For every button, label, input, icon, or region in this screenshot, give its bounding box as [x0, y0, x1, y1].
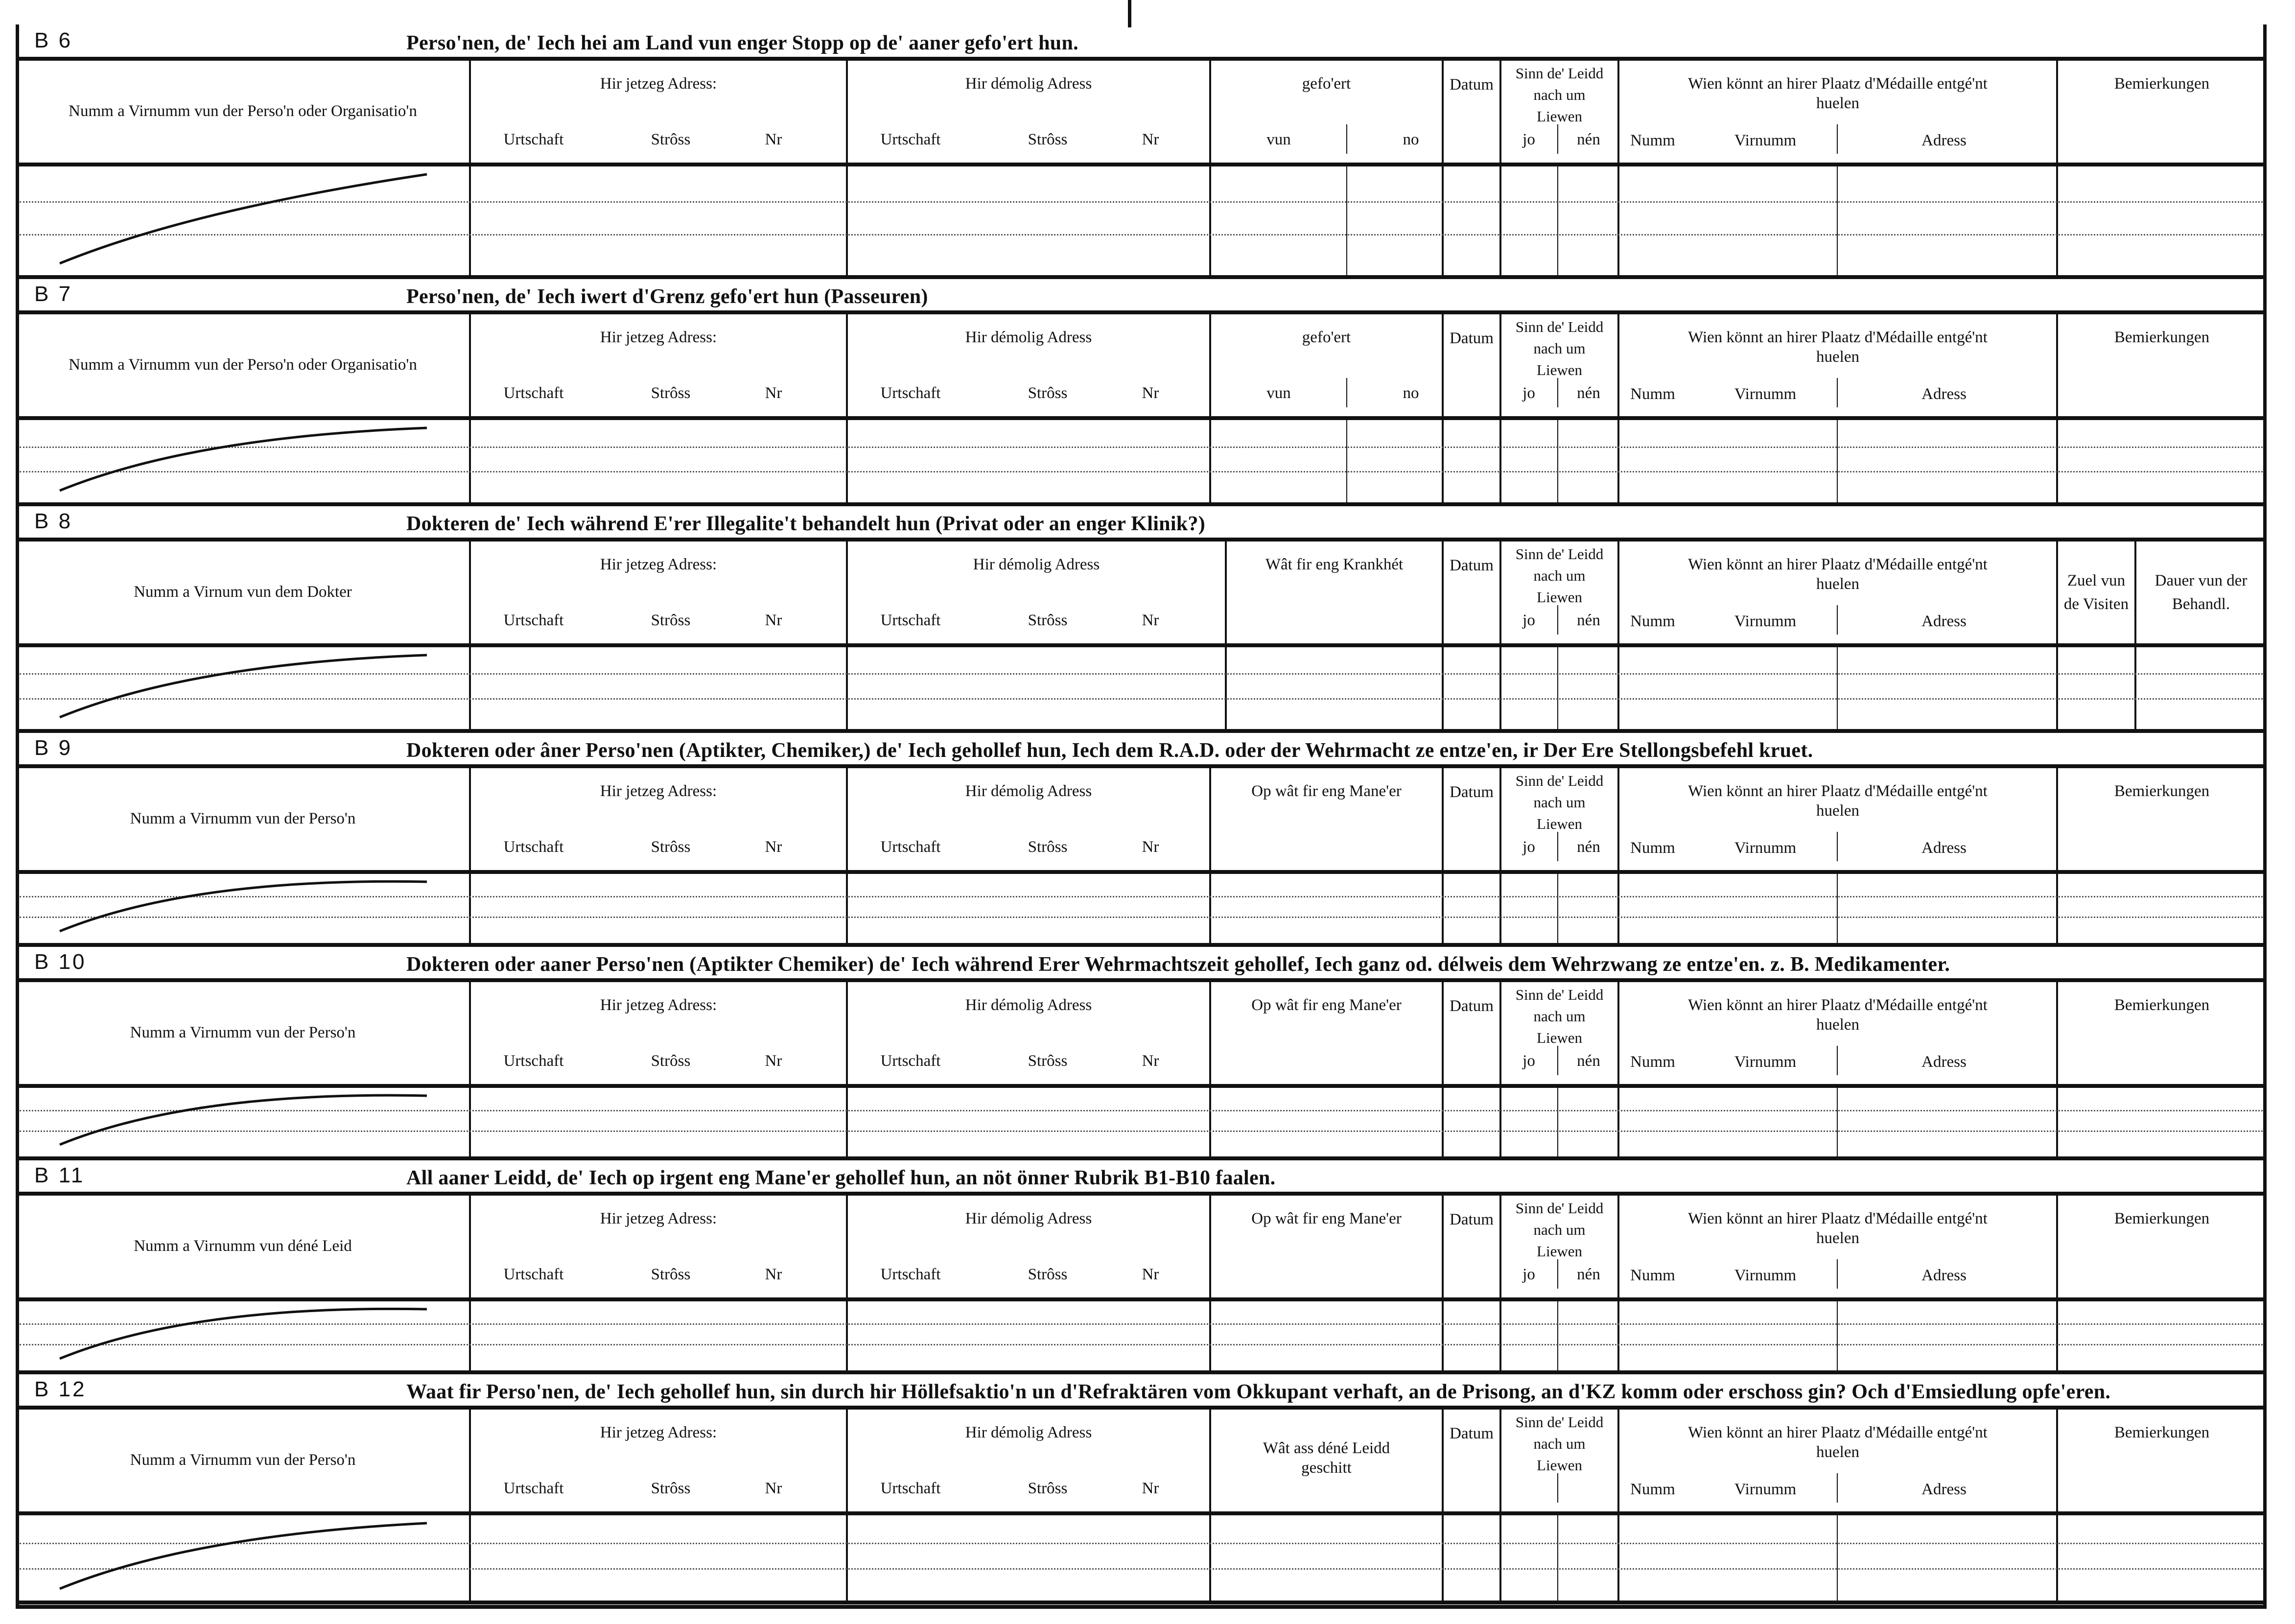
section-title: Dokteren de' Iech während E'rer Illegalite't behandelt hun (Privat oder an enger Klinik?): [406, 513, 1206, 535]
stross-label: Strôss: [651, 612, 691, 629]
virnumm-adress-divider: [1837, 647, 1838, 729]
header-rule: [16, 870, 2267, 874]
former-address-header: Hir démolig Adress: [965, 1424, 1092, 1441]
virnumm-label: Virnumm: [1734, 1267, 1797, 1284]
nen-label: nén: [1577, 1052, 1600, 1070]
jo-label: jo: [1522, 384, 1535, 402]
strike-through-mark: [45, 420, 486, 502]
stross-label: Strôss: [1028, 1480, 1068, 1497]
alive-status-header: Sinn de' Leidd nach um Liewen: [1515, 772, 1604, 832]
stross-label: Strôss: [651, 384, 691, 402]
virnumm-label: Virnumm: [1734, 132, 1797, 149]
datum-header: Datum: [1450, 783, 1494, 801]
former-address-header: Hir démolig Adress: [965, 782, 1092, 800]
section-code: B 12: [34, 1377, 87, 1401]
former-address-header: Hir démolig Adress: [965, 75, 1092, 93]
frame-bottom: [16, 1605, 2267, 1609]
nr-label: Nr: [765, 1052, 782, 1070]
nr-label: Nr: [765, 131, 782, 148]
header-rule: [16, 1084, 2267, 1088]
urtschaft-label: Urtschaft: [503, 1052, 564, 1070]
column-divider: [2056, 541, 2058, 729]
column-divider: [846, 1410, 848, 1600]
jo-nen-divider: [1557, 1046, 1558, 1075]
current-address-header: Hir jetzeg Adress:: [600, 75, 717, 93]
special-column-header: Op wât fir eng Mane'er: [1251, 1210, 1402, 1227]
numm-label: Numm: [1630, 1053, 1675, 1071]
datum-header: Datum: [1450, 1425, 1494, 1442]
datum-header: Datum: [1450, 1211, 1494, 1228]
jo-nen-divider: [1557, 1259, 1558, 1289]
vun-label: vun: [1266, 131, 1291, 148]
treatment-duration-header: Dauer vun der Behandl.: [2154, 572, 2248, 613]
section-b6: [16, 25, 2267, 279]
virnumm-adress-divider: [1837, 1088, 1838, 1156]
current-address-header: Hir jetzeg Adress:: [600, 782, 717, 800]
virnumm-label: Virnumm: [1734, 839, 1797, 857]
section-bottom-rule: [16, 943, 2267, 947]
current-address-header: Hir jetzeg Adress:: [600, 329, 717, 346]
strike-through-mark: [45, 1515, 486, 1600]
column-divider: [2056, 1410, 2058, 1600]
special-column-header: Wât ass déné Leidd geschitt: [1263, 1439, 1390, 1477]
nen-label: nén: [1577, 612, 1600, 629]
virnumm-adress-divider: [1837, 1301, 1838, 1370]
numm-label: Numm: [1630, 612, 1675, 630]
virnumm-adress-divider: [1837, 874, 1838, 943]
jo-nen-divider: [1557, 1473, 1558, 1503]
nen-label: nén: [1577, 1266, 1600, 1283]
gefoert-header: gefo'ert: [1302, 75, 1351, 93]
section-title: Dokteren oder âner Perso'nen (Aptikter, Chemiker,) de' Iech gehollef hun, Iech dem R.A.D. oder der Wehrmacht ze entze'en, ir Der Ere Stellongsbefehl kruet.: [406, 739, 1813, 762]
section-bottom-rule: [16, 502, 2267, 506]
stross-label: Strôss: [651, 131, 691, 148]
urtschaft-label: Urtschaft: [880, 838, 941, 856]
alive-status-header: Sinn de' Leidd nach um Liewen: [1515, 986, 1604, 1046]
current-address-header: Hir jetzeg Adress:: [600, 1210, 717, 1227]
jo-nen-divider: [1557, 605, 1558, 635]
nr-label: Nr: [765, 384, 782, 402]
column-divider: [1499, 314, 1501, 502]
adress-label: Adress: [1921, 132, 1967, 149]
stross-label: Strôss: [1028, 1266, 1068, 1283]
vun-no-divider: [1346, 378, 1347, 407]
gefoert-header: gefo'ert: [1302, 329, 1351, 346]
nr-label: Nr: [1142, 384, 1159, 402]
adress-label: Adress: [1921, 385, 1967, 403]
urtschaft-label: Urtschaft: [503, 612, 564, 629]
nr-label: Nr: [765, 1480, 782, 1497]
numm-label: Numm: [1630, 839, 1675, 857]
jo-nen-divider: [1557, 1515, 1558, 1600]
special-column-header: Op wât fir eng Mane'er: [1251, 996, 1402, 1014]
urtschaft-label: Urtschaft: [880, 384, 941, 402]
urtschaft-label: Urtschaft: [880, 1480, 941, 1497]
jo-nen-divider: [1557, 832, 1558, 861]
numm-label: Numm: [1630, 132, 1675, 149]
virnumm-adress-divider: [1837, 378, 1838, 407]
special-column-header: Op wât fir eng Mane'er: [1251, 782, 1402, 800]
jo-label: jo: [1522, 1052, 1535, 1070]
jo-nen-divider: [1557, 1088, 1558, 1156]
alive-status-header: Sinn de' Leidd nach um Liewen: [1515, 65, 1604, 125]
virnumm-label: Virnumm: [1734, 1053, 1797, 1071]
name-column-header: Numm a Virnumm vun der Perso'n: [130, 1024, 356, 1041]
column-divider: [1442, 314, 1444, 502]
column-divider: [1442, 61, 1444, 275]
column-divider: [1209, 1410, 1211, 1600]
urtschaft-label: Urtschaft: [503, 1480, 564, 1497]
nr-label: Nr: [1142, 1266, 1159, 1283]
virnumm-adress-divider: [1837, 605, 1838, 635]
column-divider: [1499, 541, 1501, 729]
stross-label: Strôss: [1028, 612, 1068, 629]
jo-label: jo: [1522, 612, 1535, 629]
adress-label: Adress: [1921, 839, 1967, 857]
section-code: B 9: [34, 736, 73, 760]
medal-recipient-header: Wien könnt an hirer Plaatz d'Médaille entgé'nt huelen: [1688, 75, 1988, 112]
alive-status-header: Sinn de' Leidd nach um Liewen: [1515, 1200, 1604, 1260]
column-divider: [846, 61, 848, 275]
remarks-header: Bemierkungen: [2114, 329, 2210, 346]
no-label: no: [1403, 131, 1419, 148]
column-divider: [1499, 1410, 1501, 1600]
section-code: B 6: [34, 28, 73, 52]
column-divider: [1209, 61, 1211, 275]
vun-no-divider: [1346, 166, 1347, 275]
section-b9: [16, 733, 2267, 947]
nen-label: nén: [1577, 838, 1600, 856]
remarks-header: Bemierkungen: [2114, 782, 2210, 800]
remarks-header: Bemierkungen: [2114, 996, 2210, 1014]
datum-header: Datum: [1450, 330, 1494, 347]
page-top-mark: [1128, 0, 1131, 27]
virnumm-label: Virnumm: [1734, 612, 1797, 630]
column-divider: [2056, 314, 2058, 502]
no-label: no: [1403, 384, 1419, 402]
virnumm-adress-divider: [1837, 1046, 1838, 1075]
jo-nen-divider: [1557, 1301, 1558, 1370]
jo-label: jo: [1522, 838, 1535, 856]
medal-recipient-header: Wien könnt an hirer Plaatz d'Médaille entgé'nt huelen: [1688, 1210, 1988, 1247]
datum-header: Datum: [1450, 76, 1494, 94]
current-address-header: Hir jetzeg Adress:: [600, 1424, 717, 1441]
section-title: Perso'nen, de' Iech iwert d'Grenz gefo'ert hun (Passeuren): [406, 285, 928, 308]
section-code: B 7: [34, 282, 73, 306]
stross-label: Strôss: [651, 838, 691, 856]
nr-label: Nr: [1142, 612, 1159, 629]
adress-label: Adress: [1921, 1267, 1967, 1284]
name-column-header: Numm a Virnumm vun der Perso'n oder Organisatio'n: [69, 356, 417, 374]
nr-label: Nr: [765, 612, 782, 629]
urtschaft-label: Urtschaft: [503, 838, 564, 856]
stross-label: Strôss: [1028, 384, 1068, 402]
numm-label: Numm: [1630, 385, 1675, 403]
column-divider: [1617, 1410, 1619, 1600]
jo-nen-divider: [1557, 124, 1558, 154]
alive-status-header: Sinn de' Leidd nach um Liewen: [1515, 545, 1604, 606]
vun-no-divider: [1346, 124, 1347, 154]
column-divider: [1442, 541, 1444, 729]
header-rule: [16, 1297, 2267, 1301]
former-address-header: Hir démolig Adress: [965, 996, 1092, 1014]
urtschaft-label: Urtschaft: [880, 612, 941, 629]
medal-recipient-header: Wien könnt an hirer Plaatz d'Médaille entgé'nt huelen: [1688, 329, 1988, 366]
numm-label: Numm: [1630, 1267, 1675, 1284]
urtschaft-label: Urtschaft: [503, 131, 564, 148]
column-divider: [1225, 541, 1227, 729]
strike-through-mark: [45, 647, 486, 729]
column-divider: [846, 314, 848, 502]
nen-label: nén: [1577, 131, 1600, 148]
numm-label: Numm: [1630, 1481, 1675, 1498]
title-rule: [16, 57, 2267, 61]
section-title: Perso'nen, de' Iech hei am Land vun enger Stopp op de' aaner gefo'ert hun.: [406, 32, 1078, 54]
former-address-header: Hir démolig Adress: [973, 556, 1100, 573]
virnumm-label: Virnumm: [1734, 1481, 1797, 1498]
title-rule: [16, 764, 2267, 768]
title-rule: [16, 1192, 2267, 1196]
nr-label: Nr: [765, 838, 782, 856]
nr-label: Nr: [1142, 1480, 1159, 1497]
nr-label: Nr: [1142, 1052, 1159, 1070]
remarks-header: Bemierkungen: [2114, 1424, 2210, 1441]
nr-label: Nr: [1142, 838, 1159, 856]
column-divider: [1499, 61, 1501, 275]
datum-header: Datum: [1450, 557, 1494, 574]
adress-label: Adress: [1921, 1053, 1967, 1071]
nen-label: nén: [1577, 384, 1600, 402]
stross-label: Strôss: [1028, 1052, 1068, 1070]
remarks-header: Bemierkungen: [2114, 1210, 2210, 1227]
former-address-header: Hir démolig Adress: [965, 329, 1092, 346]
header-rule: [16, 163, 2267, 166]
stross-label: Strôss: [651, 1052, 691, 1070]
current-address-header: Hir jetzeg Adress:: [600, 996, 717, 1014]
stross-label: Strôss: [651, 1480, 691, 1497]
special-column-header: Wât fir eng Krankhét: [1265, 556, 1404, 573]
jo-nen-divider: [1557, 378, 1558, 407]
urtschaft-label: Urtschaft: [880, 1052, 941, 1070]
vun-label: vun: [1266, 384, 1291, 402]
vun-no-divider: [1346, 420, 1347, 502]
section-bottom-rule: [16, 1600, 2267, 1604]
column-divider: [1442, 1410, 1444, 1600]
strike-through-mark: [45, 1088, 486, 1156]
column-divider: [1617, 541, 1619, 729]
section-code: B 11: [34, 1163, 85, 1187]
jo-nen-divider: [1557, 420, 1558, 502]
section-title: All aaner Leidd, de' Iech op irgent eng Mane'er gehollef hun, an nöt önner Rubrik B1-B10 faalen.: [406, 1167, 1276, 1189]
stross-label: Strôss: [651, 1266, 691, 1283]
section-code: B 8: [34, 509, 73, 533]
section-bottom-rule: [16, 275, 2267, 279]
jo-label: jo: [1522, 1266, 1535, 1283]
strike-through-mark: [45, 1301, 486, 1370]
column-divider: [2134, 541, 2136, 729]
former-address-header: Hir démolig Adress: [965, 1210, 1092, 1227]
section-title: Waat fir Perso'nen, de' Iech gehollef hun, sin durch hir Höllefsaktio'n un d'Refraktären vom Okkupant verhaft, an de Prisong, an d'KZ komm oder erschoss gin? Och d'Emsiedlung opfe'eren.: [406, 1381, 2111, 1403]
name-column-header: Numm a Virnumm vun der Perso'n: [130, 1451, 356, 1469]
current-address-header: Hir jetzeg Adress:: [600, 556, 717, 573]
jo-nen-divider: [1557, 874, 1558, 943]
medal-recipient-header: Wien könnt an hirer Plaatz d'Médaille entgé'nt huelen: [1688, 556, 1988, 593]
strike-through-mark: [45, 874, 486, 943]
section-bottom-rule: [16, 729, 2267, 733]
virnumm-adress-divider: [1837, 832, 1838, 861]
section-bottom-rule: [16, 1156, 2267, 1160]
column-divider: [846, 541, 848, 729]
title-rule: [16, 978, 2267, 982]
virnumm-adress-divider: [1837, 166, 1838, 275]
column-divider: [2056, 61, 2058, 275]
virnumm-adress-divider: [1837, 1515, 1838, 1600]
stross-label: Strôss: [1028, 131, 1068, 148]
column-divider: [1617, 61, 1619, 275]
header-rule: [16, 1511, 2267, 1515]
header-rule: [16, 643, 2267, 647]
jo-label: jo: [1522, 131, 1535, 148]
stross-label: Strôss: [1028, 838, 1068, 856]
name-column-header: Numm a Virnum vun dem Dokter: [134, 583, 352, 601]
alive-status-header: Sinn de' Leidd nach um Liewen: [1515, 1413, 1604, 1474]
urtschaft-label: Urtschaft: [880, 1266, 941, 1283]
jo-nen-divider: [1557, 647, 1558, 729]
urtschaft-label: Urtschaft: [503, 384, 564, 402]
medal-recipient-header: Wien könnt an hirer Plaatz d'Médaille entgé'nt huelen: [1688, 996, 1988, 1034]
section-title: Dokteren oder aaner Perso'nen (Aptikter Chemiker) de' Iech während Erer Wehrmachtszeit gehollef, Iech ganz od. délweis dem Wehrzwang ze entze'en. z. B. Medikamenter.: [406, 953, 1950, 976]
adress-label: Adress: [1921, 1481, 1967, 1498]
virnumm-adress-divider: [1837, 1473, 1838, 1503]
strike-through-mark: [45, 166, 486, 275]
remarks-header: Bemierkungen: [2114, 75, 2210, 93]
section-b12: [16, 1374, 2267, 1604]
datum-header: Datum: [1450, 997, 1494, 1015]
title-rule: [16, 310, 2267, 314]
jo-nen-divider: [1557, 166, 1558, 275]
section-b7: [16, 279, 2267, 506]
medal-recipient-header: Wien könnt an hirer Plaatz d'Médaille entgé'nt huelen: [1688, 782, 1988, 820]
urtschaft-label: Urtschaft: [503, 1266, 564, 1283]
section-code: B 10: [34, 950, 87, 974]
column-divider: [1209, 314, 1211, 502]
alive-status-header: Sinn de' Leidd nach um Liewen: [1515, 318, 1604, 378]
title-rule: [16, 538, 2267, 541]
virnumm-adress-divider: [1837, 1259, 1838, 1289]
name-column-header: Numm a Virnumm vun der Perso'n oder Organisatio'n: [69, 102, 417, 120]
section-b10: [16, 947, 2267, 1160]
adress-label: Adress: [1921, 612, 1967, 630]
section-bottom-rule: [16, 1370, 2267, 1374]
section-b8: [16, 506, 2267, 733]
nr-label: Nr: [765, 1266, 782, 1283]
section-b11: [16, 1160, 2267, 1374]
column-divider: [1617, 314, 1619, 502]
virnumm-adress-divider: [1837, 124, 1838, 154]
virnumm-adress-divider: [1837, 420, 1838, 502]
nr-label: Nr: [1142, 131, 1159, 148]
title-rule: [16, 1406, 2267, 1410]
virnumm-label: Virnumm: [1734, 385, 1797, 403]
urtschaft-label: Urtschaft: [880, 131, 941, 148]
name-column-header: Numm a Virnumm vun déné Leid: [134, 1237, 352, 1255]
header-rule: [16, 416, 2267, 420]
visit-count-header: Zuel vun de Visiten: [2063, 572, 2129, 613]
name-column-header: Numm a Virnumm vun der Perso'n: [130, 810, 356, 827]
medal-recipient-header: Wien könnt an hirer Plaatz d'Médaille entgé'nt huelen: [1688, 1424, 1988, 1461]
